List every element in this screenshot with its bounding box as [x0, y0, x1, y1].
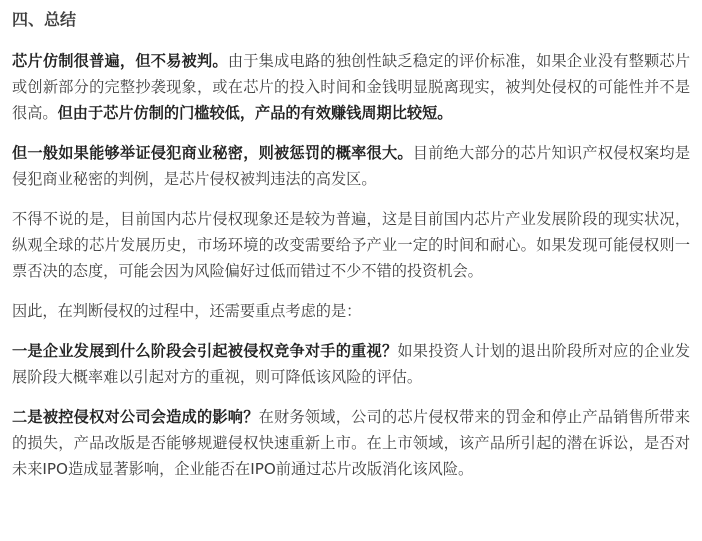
paragraph-considerations-intro — [12, 298, 690, 324]
bold-lead-consideration-two: 二是被控侵权对公司会造成的影响？ — [12, 408, 259, 426]
body-text-domestic-status: 不得不说的是，目前国内芯片侵权现象还是较为普遍，这是目前国内芯片产业发展阶段的现实状况，纵观全球的芯片发展历史，市场环境的改变需要给予产业一定的时间和耐心。如果发现可能侵权则一票否决的态度，可能会因为风险偏好过低而错过不少不错的投资机会。 — [12, 210, 690, 280]
bold-lead-imitation: 芯片仿制很普遍，但不易被判。 — [12, 52, 228, 70]
section-title: 四、总结 — [12, 10, 77, 29]
body-text-considerations-intro: 因此，在判断侵权的过程中，还需要重点考虑的是： — [12, 302, 362, 320]
body-text-consideration-one: 如果投资人计划的退出阶段所对应的企业发展阶段大概率难以引起对方的重视，则可降低该风险的评估。 — [12, 342, 691, 386]
body-text-imitation: 由于集成电路的独创性缺乏稳定的评价标准，如果企业没有整颗芯片或创新部分的完整抄袭现象，或在芯片的投入时间和金钱明显脱离现实，被判处侵权的可能性并不是很高。 — [12, 52, 691, 122]
bold-lead-consideration-one: 一是企业发展到什么阶段会引起被侵权竞争对手的重视？ — [12, 342, 398, 360]
bold-lead-trade-secret: 但一般如果能够举证侵犯商业秘密，则被惩罚的概率很大。 — [12, 144, 413, 162]
bold-tail-imitation: 但由于芯片仿制的门槛较低，产品的有效赚钱周期比较短。 — [57, 104, 453, 122]
paragraph-domestic-status — [12, 206, 690, 284]
body-text-consideration-two: 在财务领域，公司的芯片侵权带来的罚金和停止产品销售所带来的损失，产品改版是否能够规避侵权快速重新上市。在上市领域，该产品所引起的潜在诉讼，是否对未来IPO造成显著影响，企业能否在IPO前通过芯片改版消化该风险。 — [12, 408, 691, 478]
paragraph-consideration-two — [12, 404, 690, 482]
paragraph-consideration-one — [12, 338, 690, 390]
paragraph-imitation — [12, 48, 690, 126]
paragraph-trade-secret — [12, 140, 690, 192]
body-text-trade-secret: 目前绝大部分的芯片知识产权侵权案均是侵犯商业秘密的判例，是芯片侵权被判违法的高发区。 — [12, 144, 691, 188]
